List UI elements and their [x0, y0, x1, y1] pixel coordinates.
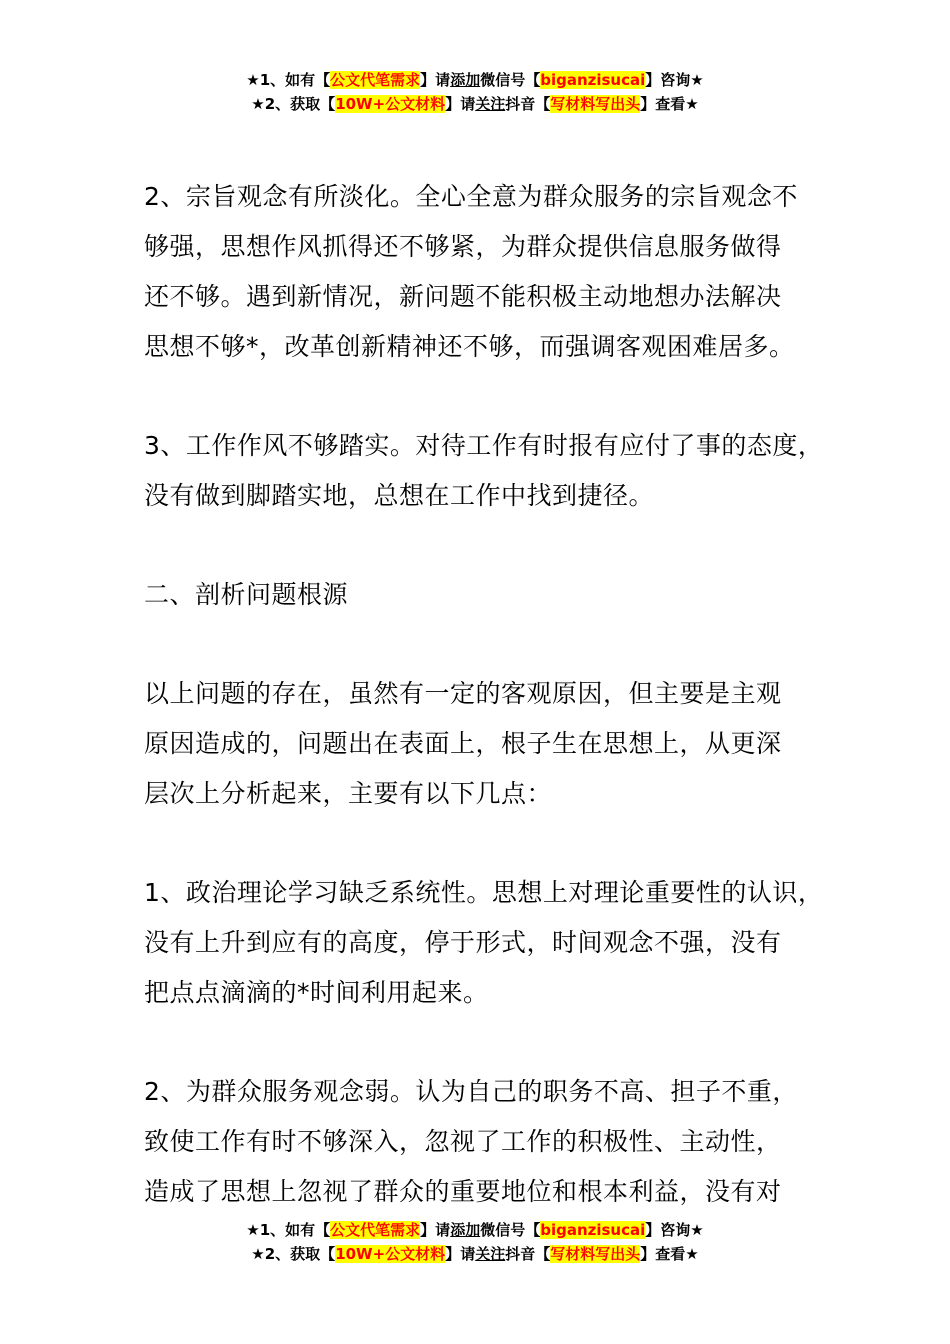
text-line: 2、为群众服务观念弱。认为自己的职务不高、担子不重， — [144, 1077, 798, 1106]
banner-underline: 添加 — [450, 1221, 481, 1239]
header-banner-line-2 — [0, 92, 950, 116]
banner-highlight: 10W+公文材料 — [335, 95, 446, 113]
footer-banner-line-1 — [0, 1218, 950, 1242]
heading-text: 二、剖析问题根源 — [144, 580, 349, 609]
paragraph — [144, 421, 834, 521]
banner-text: ★2、获取【 — [251, 95, 336, 113]
footer-banner — [0, 1218, 950, 1266]
banner-text: 】请 — [445, 95, 476, 113]
text-line: 还不够。遇到新情况，新问题不能积极主动地想办法解决 — [144, 282, 782, 311]
banner-text: 】请 — [420, 1221, 451, 1239]
text-line: 把点点滴滴的*时间利用起来。 — [144, 978, 489, 1007]
banner-text: 抖音【 — [505, 1245, 551, 1263]
paragraph — [144, 1067, 834, 1217]
banner-text: 】请 — [445, 1245, 476, 1263]
text-line: 层次上分析起来，主要有以下几点： — [144, 779, 553, 808]
text-line: 造成了思想上忽视了群众的重要地位和根本利益，没有对 — [144, 1177, 782, 1206]
banner-douyin-id: 写材料写出头 — [550, 1245, 641, 1263]
banner-text: 】请 — [420, 71, 451, 89]
document-body — [144, 172, 834, 1266]
banner-underline: 关注 — [475, 95, 506, 113]
text-line: 够强，思想作风抓得还不够紧，为群众提供信息服务做得 — [144, 232, 782, 261]
text-line: 没有做到脚踏实地，总想在工作中找到捷径。 — [144, 481, 655, 510]
banner-highlight: 公文代笔需求 — [330, 71, 421, 89]
banner-wechat-id: biganzisucai — [540, 1221, 646, 1239]
banner-text: ★1、如有【 — [246, 1221, 331, 1239]
banner-underline: 关注 — [475, 1245, 506, 1263]
banner-text: 】咨询★ — [645, 71, 704, 89]
footer-banner-line-2 — [0, 1242, 950, 1266]
text-line: 致使工作有时不够深入，忽视了工作的积极性、主动性， — [144, 1127, 782, 1156]
paragraph — [144, 172, 834, 372]
text-line: 以上问题的存在，虽然有一定的客观原因，但主要是主观 — [144, 679, 782, 708]
paragraph — [144, 669, 834, 819]
banner-highlight: 10W+公文材料 — [335, 1245, 446, 1263]
text-line: 思想不够*，改革创新精神还不够，而强调客观困难居多。 — [144, 332, 795, 361]
banner-text: 】查看★ — [640, 1245, 699, 1263]
banner-wechat-id: biganzisucai — [540, 71, 646, 89]
banner-text: 抖音【 — [505, 95, 551, 113]
text-line: 2、宗旨观念有所淡化。全心全意为群众服务的宗旨观念不 — [144, 182, 798, 211]
banner-text: 微信号【 — [480, 71, 541, 89]
banner-underline: 添加 — [450, 71, 481, 89]
banner-text: 】咨询★ — [645, 1221, 704, 1239]
header-banner-line-1 — [0, 68, 950, 92]
section-heading — [144, 570, 834, 620]
text-line: 3、工作作风不够踏实。对待工作有时报有应付了事的态度， — [144, 431, 824, 460]
banner-text: ★2、获取【 — [251, 1245, 336, 1263]
header-banner — [0, 68, 950, 116]
banner-text: 】查看★ — [640, 95, 699, 113]
banner-text: 微信号【 — [480, 1221, 541, 1239]
banner-douyin-id: 写材料写出头 — [550, 95, 641, 113]
banner-text: ★1、如有【 — [246, 71, 331, 89]
banner-highlight: 公文代笔需求 — [330, 1221, 421, 1239]
paragraph — [144, 868, 834, 1018]
text-line: 没有上升到应有的高度，停于形式，时间观念不强，没有 — [144, 928, 782, 957]
text-line: 1、政治理论学习缺乏系统性。思想上对理论重要性的认识， — [144, 878, 824, 907]
text-line: 原因造成的，问题出在表面上，根子生在思想上，从更深 — [144, 729, 782, 758]
